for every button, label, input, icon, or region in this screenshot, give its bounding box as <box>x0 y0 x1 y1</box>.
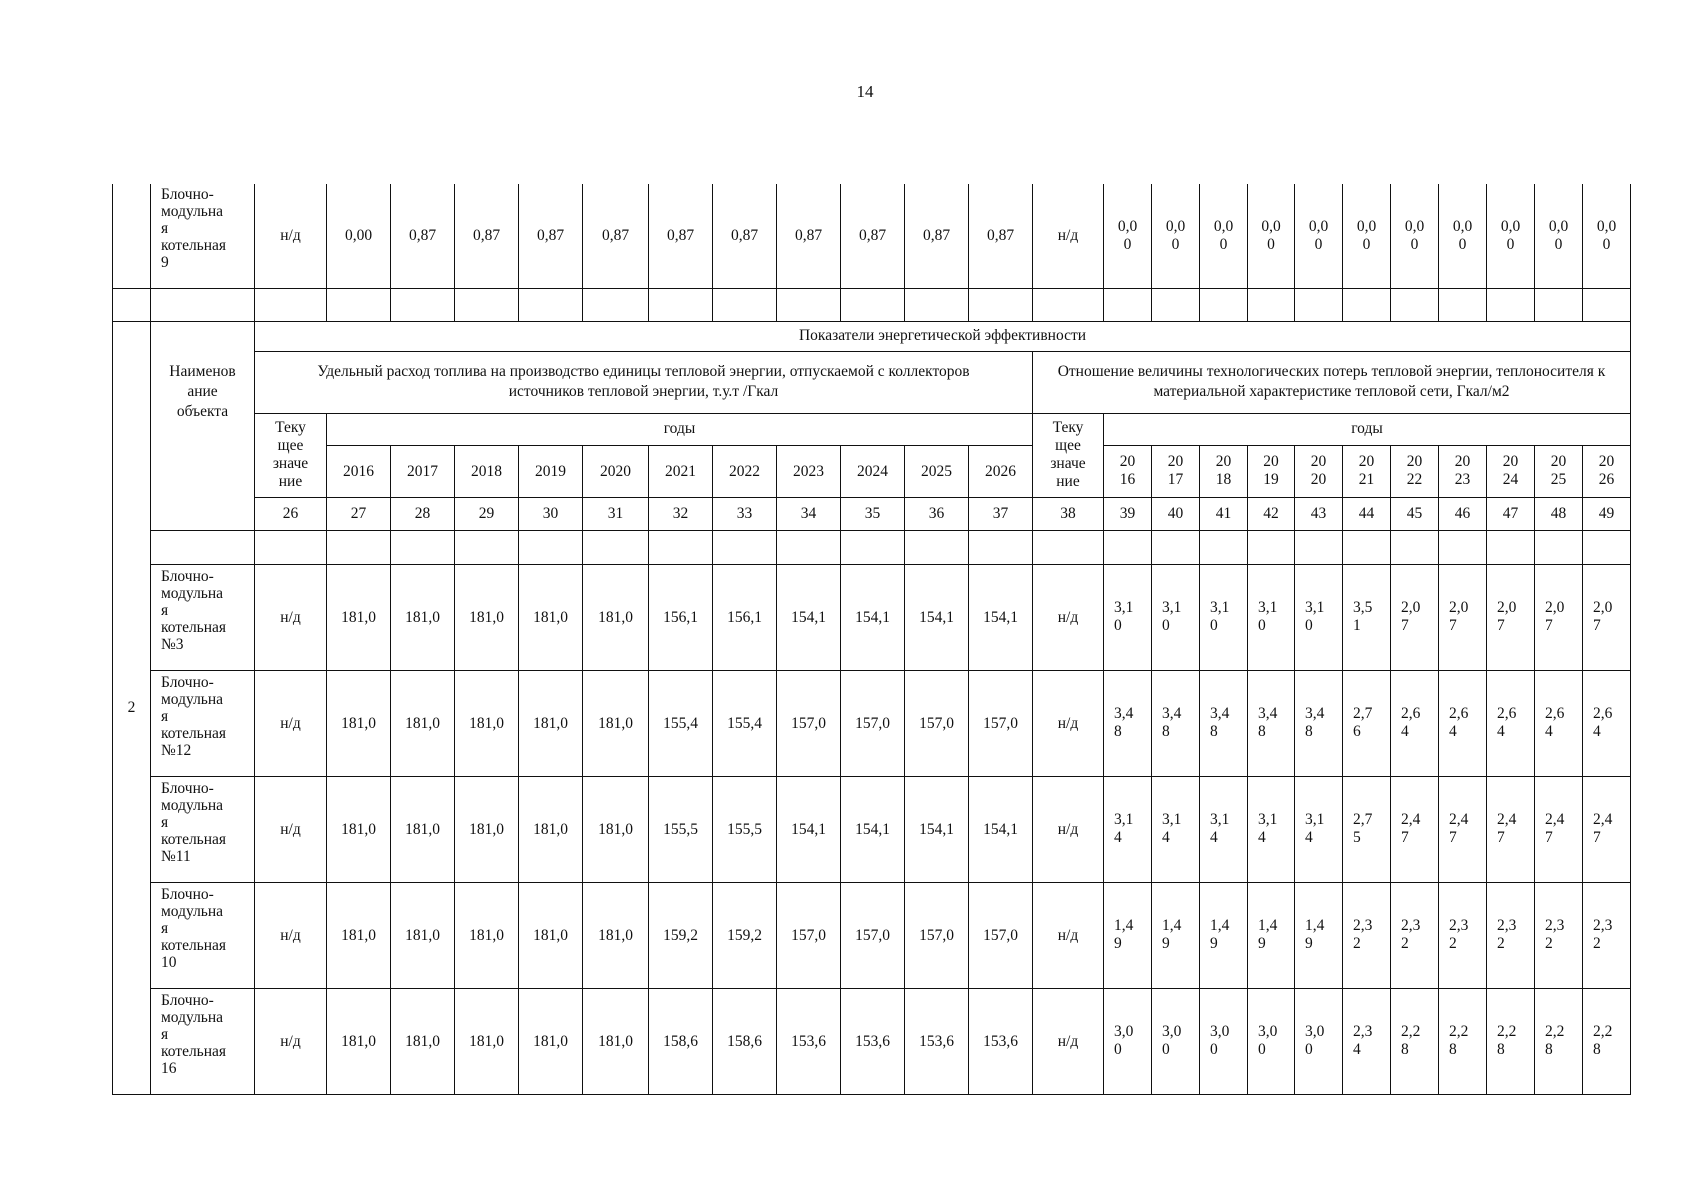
empty-cell <box>777 288 841 321</box>
fuel-years-label: годы <box>327 413 1033 445</box>
loss-current-value: н/д <box>1033 988 1104 1094</box>
fuel-value: 181,0 <box>327 988 391 1094</box>
loss-value: 2,3 2 <box>1439 882 1487 988</box>
empty-cell <box>151 530 255 564</box>
loss-value: 2,2 8 <box>1439 988 1487 1094</box>
loss-value: 3,1 0 <box>1104 564 1152 670</box>
empty-cell <box>327 288 391 321</box>
loss-year-header: 20 16 <box>1104 445 1152 497</box>
column-number: 45 <box>1391 497 1439 530</box>
loss-value: 2,0 7 <box>1391 564 1439 670</box>
object-name: Блочно- модульна я котельная 16 <box>151 988 255 1094</box>
fuel-value: 181,0 <box>391 670 455 776</box>
fuel-value: 155,5 <box>649 776 713 882</box>
loss-value: 2,6 4 <box>1583 670 1631 776</box>
loss-year-header: 20 17 <box>1152 445 1200 497</box>
loss-current-header: Теку щее значе ние <box>1033 413 1104 497</box>
fuel-value: 181,0 <box>391 776 455 882</box>
loss-value: 3,0 0 <box>1248 988 1295 1094</box>
fuel-value: 154,1 <box>777 564 841 670</box>
column-number: 33 <box>713 497 777 530</box>
empty-cell <box>777 530 841 564</box>
section-number-cell <box>113 184 151 288</box>
table-row <box>113 776 1631 882</box>
empty-cell <box>113 288 151 321</box>
column-number: 29 <box>455 497 519 530</box>
loss-value: 0,0 0 <box>1583 184 1631 288</box>
column-number: 39 <box>1104 497 1152 530</box>
loss-value: 1,4 9 <box>1248 882 1295 988</box>
empty-cell <box>583 530 649 564</box>
empty-cell <box>969 530 1033 564</box>
loss-value: 2,3 4 <box>1343 988 1391 1094</box>
loss-value: 1,4 9 <box>1104 882 1152 988</box>
loss-year-header: 20 26 <box>1583 445 1631 497</box>
fuel-value: 0,87 <box>391 184 455 288</box>
object-name: Блочно- модульна я котельная №3 <box>151 564 255 670</box>
loss-value: 2,3 2 <box>1487 882 1535 988</box>
fuel-current-value: н/д <box>255 670 327 776</box>
fuel-value: 181,0 <box>519 670 583 776</box>
empty-cell <box>1391 530 1439 564</box>
column-number: 43 <box>1295 497 1343 530</box>
loss-value: 2,7 6 <box>1343 670 1391 776</box>
column-number: 30 <box>519 497 583 530</box>
fuel-value: 154,1 <box>969 564 1033 670</box>
loss-value: 0,0 0 <box>1487 184 1535 288</box>
fuel-value: 181,0 <box>391 564 455 670</box>
loss-value: 2,6 4 <box>1535 670 1583 776</box>
column-number: 34 <box>777 497 841 530</box>
loss-value: 2,7 5 <box>1343 776 1391 882</box>
loss-value: 1,4 9 <box>1295 882 1343 988</box>
fuel-value: 154,1 <box>841 776 905 882</box>
fuel-year-header: 2016 <box>327 445 391 497</box>
loss-value: 3,4 8 <box>1152 670 1200 776</box>
loss-value: 2,3 2 <box>1535 882 1583 988</box>
empty-cell <box>1295 288 1343 321</box>
fuel-year-header: 2025 <box>905 445 969 497</box>
fuel-value: 181,0 <box>519 882 583 988</box>
table-row <box>113 288 1631 321</box>
fuel-value: 181,0 <box>455 776 519 882</box>
fuel-value: 181,0 <box>455 670 519 776</box>
empty-cell <box>327 530 391 564</box>
fuel-value: 0,00 <box>327 184 391 288</box>
column-number: 48 <box>1535 497 1583 530</box>
fuel-value: 181,0 <box>327 564 391 670</box>
fuel-value: 153,6 <box>841 988 905 1094</box>
loss-value: 0,0 0 <box>1295 184 1343 288</box>
loss-value: 3,1 4 <box>1104 776 1152 882</box>
fuel-value: 154,1 <box>969 776 1033 882</box>
empty-cell <box>519 288 583 321</box>
fuel-value: 154,1 <box>905 776 969 882</box>
fuel-value: 181,0 <box>583 882 649 988</box>
table-row <box>113 184 1631 288</box>
loss-group-header: Отношение величины технологических потерь тепловой энергии, теплоносителя к материальной характеристике тепловой сети, Гкал/м2 <box>1033 351 1631 413</box>
table-row <box>113 670 1631 776</box>
fuel-value: 157,0 <box>777 670 841 776</box>
column-number: 49 <box>1583 497 1631 530</box>
fuel-value: 181,0 <box>327 882 391 988</box>
fuel-value: 0,87 <box>841 184 905 288</box>
fuel-value: 157,0 <box>969 882 1033 988</box>
empty-cell <box>455 530 519 564</box>
fuel-current-value: н/д <box>255 776 327 882</box>
empty-cell <box>1033 530 1104 564</box>
empty-cell <box>1535 530 1583 564</box>
energy-efficiency-table <box>112 184 1631 1095</box>
empty-cell <box>713 530 777 564</box>
empty-cell <box>1583 530 1631 564</box>
loss-value: 0,0 0 <box>1439 184 1487 288</box>
loss-value: 0,0 0 <box>1152 184 1200 288</box>
column-number: 46 <box>1439 497 1487 530</box>
loss-value: 2,3 2 <box>1343 882 1391 988</box>
loss-current-value: н/д <box>1033 564 1104 670</box>
loss-current-value: н/д <box>1033 776 1104 882</box>
fuel-value: 155,5 <box>713 776 777 882</box>
loss-value: 2,4 7 <box>1439 776 1487 882</box>
loss-value: 3,0 0 <box>1104 988 1152 1094</box>
fuel-value: 181,0 <box>391 882 455 988</box>
loss-current-value: н/д <box>1033 184 1104 288</box>
loss-value: 2,3 2 <box>1583 882 1631 988</box>
loss-value: 3,1 0 <box>1295 564 1343 670</box>
loss-value: 1,4 9 <box>1200 882 1248 988</box>
fuel-value: 154,1 <box>841 564 905 670</box>
loss-value: 2,0 7 <box>1583 564 1631 670</box>
empty-cell <box>1295 530 1343 564</box>
empty-cell <box>519 530 583 564</box>
object-name: Блочно- модульна я котельная 9 <box>151 184 255 288</box>
loss-value: 2,0 7 <box>1487 564 1535 670</box>
fuel-value: 181,0 <box>391 988 455 1094</box>
fuel-year-header: 2022 <box>713 445 777 497</box>
loss-year-header: 20 20 <box>1295 445 1343 497</box>
empty-cell <box>255 530 327 564</box>
loss-value: 2,2 8 <box>1535 988 1583 1094</box>
loss-value: 2,3 2 <box>1391 882 1439 988</box>
fuel-year-header: 2024 <box>841 445 905 497</box>
empty-cell <box>391 288 455 321</box>
column-number: 41 <box>1200 497 1248 530</box>
loss-year-header: 20 18 <box>1200 445 1248 497</box>
fuel-value: 0,87 <box>777 184 841 288</box>
table-row <box>113 882 1631 988</box>
loss-value: 2,6 4 <box>1487 670 1535 776</box>
loss-value: 3,0 0 <box>1152 988 1200 1094</box>
fuel-value: 155,4 <box>713 670 777 776</box>
loss-value: 0,0 0 <box>1343 184 1391 288</box>
table-row <box>113 988 1631 1094</box>
empty-cell <box>1343 288 1391 321</box>
loss-value: 2,0 7 <box>1535 564 1583 670</box>
loss-value: 2,6 4 <box>1391 670 1439 776</box>
empty-cell <box>1104 530 1152 564</box>
empty-cell <box>649 530 713 564</box>
fuel-current-header: Теку щее значе ние <box>255 413 327 497</box>
loss-value: 2,4 7 <box>1583 776 1631 882</box>
column-number: 32 <box>649 497 713 530</box>
empty-cell <box>1033 288 1104 321</box>
fuel-value: 181,0 <box>583 564 649 670</box>
empty-cell <box>905 530 969 564</box>
loss-value: 3,4 8 <box>1248 670 1295 776</box>
loss-value: 0,0 0 <box>1535 184 1583 288</box>
fuel-group-header: Удельный расход топлива на производство единицы тепловой энергии, отпускаемой с коллекторов источников тепловой энергии, т.у.т /Гкал <box>255 351 1033 413</box>
fuel-value: 157,0 <box>841 670 905 776</box>
loss-value: 3,1 4 <box>1295 776 1343 882</box>
table-row <box>113 564 1631 670</box>
loss-year-header: 20 22 <box>1391 445 1439 497</box>
loss-value: 2,2 8 <box>1583 988 1631 1094</box>
fuel-value: 157,0 <box>905 882 969 988</box>
loss-year-header: 20 21 <box>1343 445 1391 497</box>
fuel-value: 181,0 <box>455 988 519 1094</box>
fuel-value: 181,0 <box>519 988 583 1094</box>
column-number: 28 <box>391 497 455 530</box>
empty-cell <box>1535 288 1583 321</box>
fuel-value: 181,0 <box>583 988 649 1094</box>
object-name: Блочно- модульна я котельная №11 <box>151 776 255 882</box>
fuel-current-value: н/д <box>255 988 327 1094</box>
empty-cell <box>841 530 905 564</box>
fuel-value: 181,0 <box>519 776 583 882</box>
fuel-value: 158,6 <box>713 988 777 1094</box>
loss-year-header: 20 19 <box>1248 445 1295 497</box>
empty-cell <box>1583 288 1631 321</box>
loss-value: 3,1 4 <box>1248 776 1295 882</box>
empty-cell <box>151 288 255 321</box>
fuel-current-value: н/д <box>255 882 327 988</box>
column-number: 42 <box>1248 497 1295 530</box>
page-number: 14 <box>856 82 874 101</box>
column-number: 35 <box>841 497 905 530</box>
fuel-value: 181,0 <box>583 776 649 882</box>
fuel-current-value: н/д <box>255 564 327 670</box>
column-number: 26 <box>255 497 327 530</box>
column-number: 27 <box>327 497 391 530</box>
empty-cell <box>583 288 649 321</box>
empty-cell <box>1391 288 1439 321</box>
fuel-year-header: 2019 <box>519 445 583 497</box>
column-number: 38 <box>1033 497 1104 530</box>
indicators-header: Показатели энергетической эффективности <box>255 321 1631 351</box>
empty-cell <box>1152 288 1200 321</box>
fuel-current-value: н/д <box>255 184 327 288</box>
section-number: 2 <box>113 321 151 1094</box>
fuel-value: 154,1 <box>905 564 969 670</box>
loss-value: 2,4 7 <box>1535 776 1583 882</box>
loss-value: 2,0 7 <box>1439 564 1487 670</box>
fuel-year-header: 2018 <box>455 445 519 497</box>
empty-cell <box>1487 530 1535 564</box>
loss-value: 3,1 0 <box>1248 564 1295 670</box>
loss-value: 0,0 0 <box>1200 184 1248 288</box>
empty-cell <box>649 288 713 321</box>
loss-value: 3,4 8 <box>1295 670 1343 776</box>
loss-value: 0,0 0 <box>1248 184 1295 288</box>
loss-value: 2,2 8 <box>1391 988 1439 1094</box>
empty-cell <box>1439 530 1487 564</box>
column-number: 44 <box>1343 497 1391 530</box>
loss-value: 3,0 0 <box>1200 988 1248 1094</box>
loss-value: 1,4 9 <box>1152 882 1200 988</box>
loss-value: 2,4 7 <box>1391 776 1439 882</box>
fuel-value: 153,6 <box>905 988 969 1094</box>
fuel-value: 0,87 <box>905 184 969 288</box>
fuel-value: 158,6 <box>649 988 713 1094</box>
fuel-value: 153,6 <box>777 988 841 1094</box>
loss-current-value: н/д <box>1033 670 1104 776</box>
empty-cell <box>1248 288 1295 321</box>
loss-value: 3,0 0 <box>1295 988 1343 1094</box>
fuel-value: 157,0 <box>905 670 969 776</box>
empty-cell <box>1343 530 1391 564</box>
empty-cell <box>1200 288 1248 321</box>
fuel-value: 0,87 <box>583 184 649 288</box>
fuel-value: 0,87 <box>519 184 583 288</box>
empty-cell <box>1487 288 1535 321</box>
loss-value: 0,0 0 <box>1391 184 1439 288</box>
empty-cell <box>1104 288 1152 321</box>
fuel-value: 159,2 <box>713 882 777 988</box>
column-number: 47 <box>1487 497 1535 530</box>
loss-value: 3,1 0 <box>1200 564 1248 670</box>
fuel-year-header: 2017 <box>391 445 455 497</box>
fuel-value: 181,0 <box>455 564 519 670</box>
fuel-value: 156,1 <box>713 564 777 670</box>
empty-cell <box>391 530 455 564</box>
column-number: 37 <box>969 497 1033 530</box>
empty-cell <box>1439 288 1487 321</box>
fuel-value: 156,1 <box>649 564 713 670</box>
empty-cell <box>905 288 969 321</box>
empty-cell <box>841 288 905 321</box>
column-number: 31 <box>583 497 649 530</box>
loss-year-header: 20 24 <box>1487 445 1535 497</box>
fuel-value: 0,87 <box>455 184 519 288</box>
fuel-value: 155,4 <box>649 670 713 776</box>
fuel-value: 157,0 <box>841 882 905 988</box>
loss-year-header: 20 23 <box>1439 445 1487 497</box>
fuel-value: 153,6 <box>969 988 1033 1094</box>
name-column-header: Наименов ание объекта <box>151 321 255 530</box>
loss-value: 2,4 7 <box>1487 776 1535 882</box>
fuel-value: 0,87 <box>713 184 777 288</box>
fuel-value: 181,0 <box>327 776 391 882</box>
fuel-year-header: 2026 <box>969 445 1033 497</box>
fuel-value: 159,2 <box>649 882 713 988</box>
empty-cell <box>969 288 1033 321</box>
fuel-value: 0,87 <box>649 184 713 288</box>
fuel-value: 181,0 <box>519 564 583 670</box>
empty-cell <box>1152 530 1200 564</box>
fuel-value: 157,0 <box>777 882 841 988</box>
object-name: Блочно- модульна я котельная №12 <box>151 670 255 776</box>
loss-value: 2,2 8 <box>1487 988 1535 1094</box>
empty-cell <box>455 288 519 321</box>
loss-value: 0,0 0 <box>1104 184 1152 288</box>
empty-cell <box>1248 530 1295 564</box>
fuel-value: 0,87 <box>969 184 1033 288</box>
loss-year-header: 20 25 <box>1535 445 1583 497</box>
loss-value: 3,4 8 <box>1200 670 1248 776</box>
loss-years-label: годы <box>1104 413 1631 445</box>
object-name: Блочно- модульна я котельная 10 <box>151 882 255 988</box>
fuel-value: 181,0 <box>583 670 649 776</box>
fuel-year-header: 2021 <box>649 445 713 497</box>
fuel-value: 157,0 <box>969 670 1033 776</box>
fuel-year-header: 2020 <box>583 445 649 497</box>
loss-value: 2,6 4 <box>1439 670 1487 776</box>
loss-value: 3,5 1 <box>1343 564 1391 670</box>
fuel-value: 181,0 <box>327 670 391 776</box>
empty-cell <box>1200 530 1248 564</box>
empty-cell <box>255 288 327 321</box>
empty-cell <box>713 288 777 321</box>
fuel-value: 154,1 <box>777 776 841 882</box>
loss-value: 3,1 0 <box>1152 564 1200 670</box>
loss-value: 3,1 4 <box>1200 776 1248 882</box>
loss-value: 3,4 8 <box>1104 670 1152 776</box>
column-number: 36 <box>905 497 969 530</box>
fuel-value: 181,0 <box>455 882 519 988</box>
loss-current-value: н/д <box>1033 882 1104 988</box>
loss-value: 3,1 4 <box>1152 776 1200 882</box>
table-row <box>113 530 1631 564</box>
column-number: 40 <box>1152 497 1200 530</box>
fuel-year-header: 2023 <box>777 445 841 497</box>
